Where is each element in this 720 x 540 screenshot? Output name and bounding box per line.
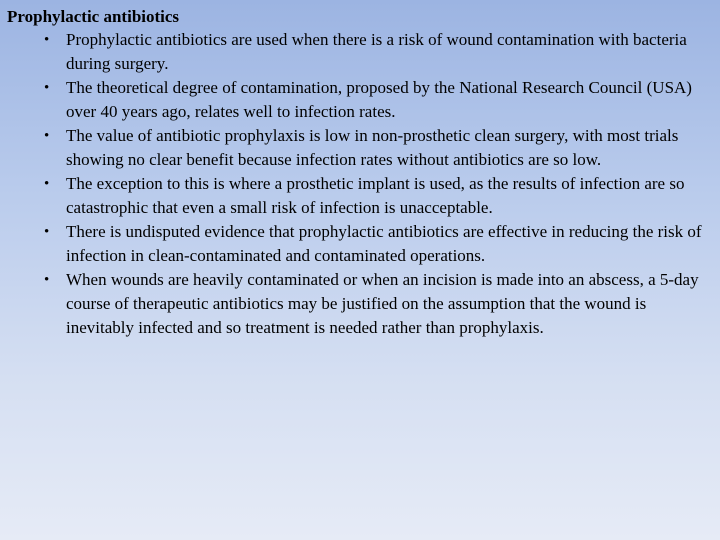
bullet-item — [0, 220, 720, 268]
bullet-item — [0, 268, 720, 340]
bullet-list — [0, 28, 720, 340]
bullet-icon: • — [44, 80, 50, 96]
bullet-icon: • — [44, 176, 50, 192]
bullet-item — [0, 124, 720, 172]
bullet-item — [0, 28, 720, 76]
bullet-icon: • — [44, 32, 50, 48]
slide-title: Prophylactic antibiotics — [7, 7, 180, 26]
bullet-item — [0, 76, 720, 124]
bullet-item — [0, 172, 720, 220]
bullet-text: When wounds are heavily contaminated or when an incision is made into an abscess, a 5-day course of therapeutic antibiotics may be justified on the assumption that the wound is inevitably infected and so treatment is needed rather than prophylaxis. — [66, 270, 699, 337]
bullet-icon: • — [44, 272, 50, 288]
bullet-text: The exception to this is where a prosthetic implant is used, as the results of infection are so catastrophic that even a small risk of infection is unacceptable. — [66, 174, 685, 217]
bullet-icon: • — [44, 224, 50, 240]
bullet-text: The value of antibiotic prophylaxis is low in non-prosthetic clean surgery, with most trials showing no clear benefit because infection rates without antibiotics are so low. — [66, 126, 679, 169]
bullet-icon: • — [44, 128, 50, 144]
bullet-text: The theoretical degree of contamination, proposed by the National Research Council (USA) over 40 years ago, relates well to infection rates. — [66, 78, 692, 121]
bullet-text: Prophylactic antibiotics are used when there is a risk of wound contamination with bacteria during surgery. — [66, 30, 687, 73]
bullet-text: There is undisputed evidence that prophylactic antibiotics are effective in reducing the risk of infection in clean-contaminated and contaminated operations. — [66, 222, 702, 265]
